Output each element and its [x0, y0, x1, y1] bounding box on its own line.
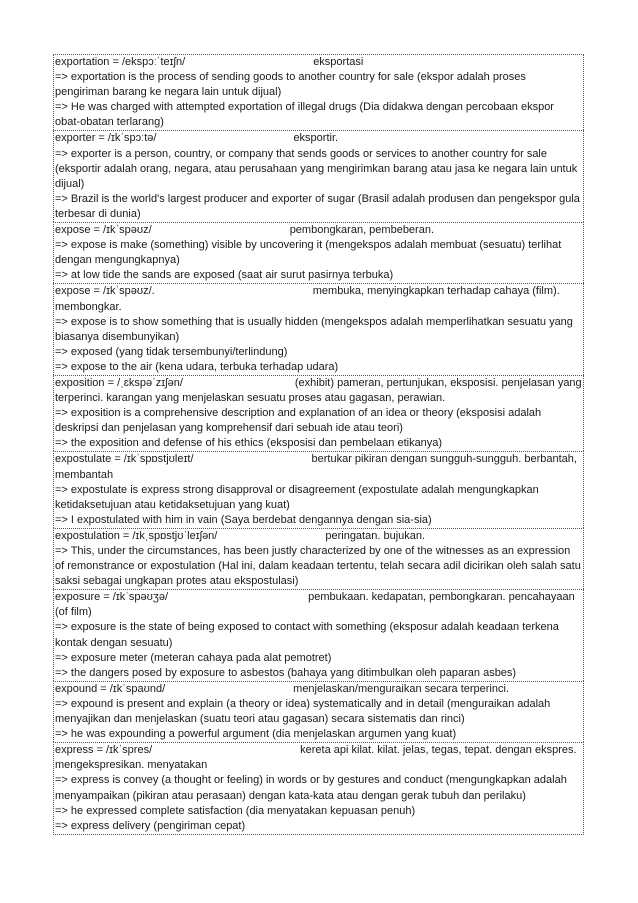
dictionary-page — [53, 54, 584, 835]
entry-definition: => expose is to show something that is usually hidden (mengekspos adalah memperlihatkan sesuatu yang biasanya disembunyikan) — [55, 315, 573, 343]
entry-example: => exposed (yang tidak tersembunyi/terlindung) — [55, 345, 288, 358]
entry-definition: => expound is present and explain (a theory or idea) systematically and in detail (menguraikan adalah menyajikan dan menjelaskan (suatu teori atau gagasan) secara sistematis dan rinci) — [55, 697, 551, 726]
entry-head — [55, 529, 582, 544]
entry-example: => expose to the air (kena udara, terbuka terhadap udara) — [55, 360, 339, 373]
entry-head — [55, 284, 582, 314]
entry-definition: => expostulate is express strong disapproval or disagreement (expostulate adalah mengungkapkan ketidaksetujuan atau ketidaksetujuan yang kuat) — [55, 483, 539, 511]
entry-head — [55, 452, 582, 482]
entry-head — [55, 376, 582, 406]
dictionary-entry — [53, 681, 584, 742]
entry-example: => exposure meter (meteran cahaya pada alat pemotret) — [55, 651, 332, 664]
entry-translation: eksportir. — [293, 132, 339, 145]
entry-word: expose = /ɪkˈspəʊz/. — [55, 285, 155, 298]
entry-definition: => express is convey (a thought or feeling) in words or by gestures and conduct (mengungkapkan adalah menyampaikan (pikiran atau perasaan) dengan kata-kata atau dengan gerak tubuh dan perilaku) — [55, 774, 567, 802]
dictionary-entry — [53, 451, 584, 527]
entry-translation: bertukar pikiran dengan sungguh-sungguh. berbantah, membantah — [55, 453, 577, 481]
dictionary-entry — [53, 589, 584, 681]
entry-head — [55, 682, 582, 697]
dictionary-entry — [53, 528, 584, 589]
entry-example: => express delivery (pengiriman cepat) — [55, 819, 246, 832]
entry-example: => he was expounding a powerful argument (dia menjelaskan argumen yang kuat) — [55, 728, 457, 741]
entry-head — [55, 131, 582, 146]
dictionary-entry — [53, 375, 584, 451]
entry-word: exposure = /ɪkˈspəʊʒə/ — [55, 591, 169, 604]
entry-example: => the exposition and defense of his ethics (eksposisi dan pembelaan etikanya) — [55, 437, 443, 450]
entry-translation: pembukaan. kedapatan, pembongkaran. pencahayaan (of film) — [55, 591, 575, 619]
entry-definition: => expose is make (something) visible by uncovering it (mengekspos adalah membuat (sesuatu) terlihat dengan mengungkapnya) — [55, 239, 562, 267]
entry-word: exportation = /ekspɔːˈteɪʃn/ — [55, 56, 186, 68]
entry-definition: => exposition is a comprehensive description and explanation of an idea or theory (eksposisi adalah deskripsi dan penjelasan yang komprehensif dari sebuah ide atau teori) — [55, 407, 542, 435]
entry-word: expostulate = /ɪkˈspɒstjʊleɪt/ — [55, 453, 194, 466]
entry-translation: menjelaskan/menguraikan secara terperinci. — [293, 682, 509, 695]
entry-translation: kereta api kilat. kilat. jelas, tegas, tepat. dengan ekspres. mengekspresikan. menyatakan — [55, 744, 577, 772]
dictionary-entry — [53, 283, 584, 375]
entry-definition: => exportation is the process of sending goods to another country for sale (ekspor adalah proses pengiriman barang ke negara lain untuk dijual) — [55, 71, 526, 99]
entry-word: exporter = /ɪkˈspɔːtə/ — [55, 132, 157, 145]
entry-word: expostulation = /ɪkˌspɒstjʊˈleɪʃən/ — [55, 529, 218, 542]
entry-example: => He was charged with attempted exportation of illegal drugs (Dia didakwa dengan percobaan ekspor obat-obatan terlarang) — [55, 101, 554, 129]
entry-example: => he expressed complete satisfaction (dia menyatakan kepuasan penuh) — [55, 804, 416, 817]
dictionary-entry — [53, 742, 584, 835]
entry-head — [55, 590, 582, 620]
entry-definition: => exporter is a person, country, or company that sends goods or services to another country for sale (eksportir adalah orang, negara, atau perusahaan yang mengirimkan barang atau jasa ke negara lain untuk dijual) — [55, 147, 578, 190]
entry-head — [55, 223, 582, 238]
entry-translation: eksportasi — [313, 56, 364, 68]
entry-translation: peringatan. bujukan. — [325, 529, 426, 542]
dictionary-entry — [53, 130, 584, 222]
entry-example: => at low tide the sands are exposed (saat air surut pasirnya terbuka) — [55, 269, 394, 282]
entry-example: => I expostulated with him in vain (Saya berdebat dengannya dengan sia-sia) — [55, 513, 432, 526]
entry-word: express = /ɪkˈspres/ — [55, 744, 153, 757]
entry-example: => Brazil is the world's largest producer and exporter of sugar (Brasil adalah produsen dan pengekspor gula terbesar di dunia) — [55, 192, 580, 220]
entry-head — [55, 743, 582, 773]
dictionary-entry — [53, 222, 584, 283]
entry-translation: (exhibit) pameran, pertunjukan, eksposisi. penjelasan yang terperinci. karangan yang menjelaskan sesuatu proses atau gagasan, perawian. — [55, 376, 582, 405]
entry-word: expound = /ɪkˈspaʊnd/ — [55, 682, 166, 695]
entry-translation: membuka, menyingkapkan terhadap cahaya (film). membongkar. — [55, 285, 560, 313]
entry-translation: pembongkaran, pembeberan. — [289, 224, 435, 237]
entry-example: => This, under the circumstances, has been justly characterized by one of the witnesses as an expression of remonstrance or expostulation (Hal ini, dalam keadaan tertentu, telah secara adil dicirikan oleh salah satu saksi sebagai ungkapan protes atau ekspostulasi) — [55, 545, 581, 588]
entry-example: => the dangers posed by exposure to asbestos (bahaya yang ditimbulkan oleh paparan asbes) — [55, 666, 517, 679]
entry-word: expose = /ɪkˈspəʊz/ — [55, 224, 152, 237]
entry-word: exposition = /ˌɛkspəˈzɪʃən/ — [55, 376, 183, 389]
entry-definition: => exposure is the state of being exposed to contact with something (eksposur adalah keadaan terkena kontak dengan sesuatu) — [55, 621, 559, 649]
dictionary-entry — [53, 54, 584, 130]
entry-head — [55, 55, 582, 70]
